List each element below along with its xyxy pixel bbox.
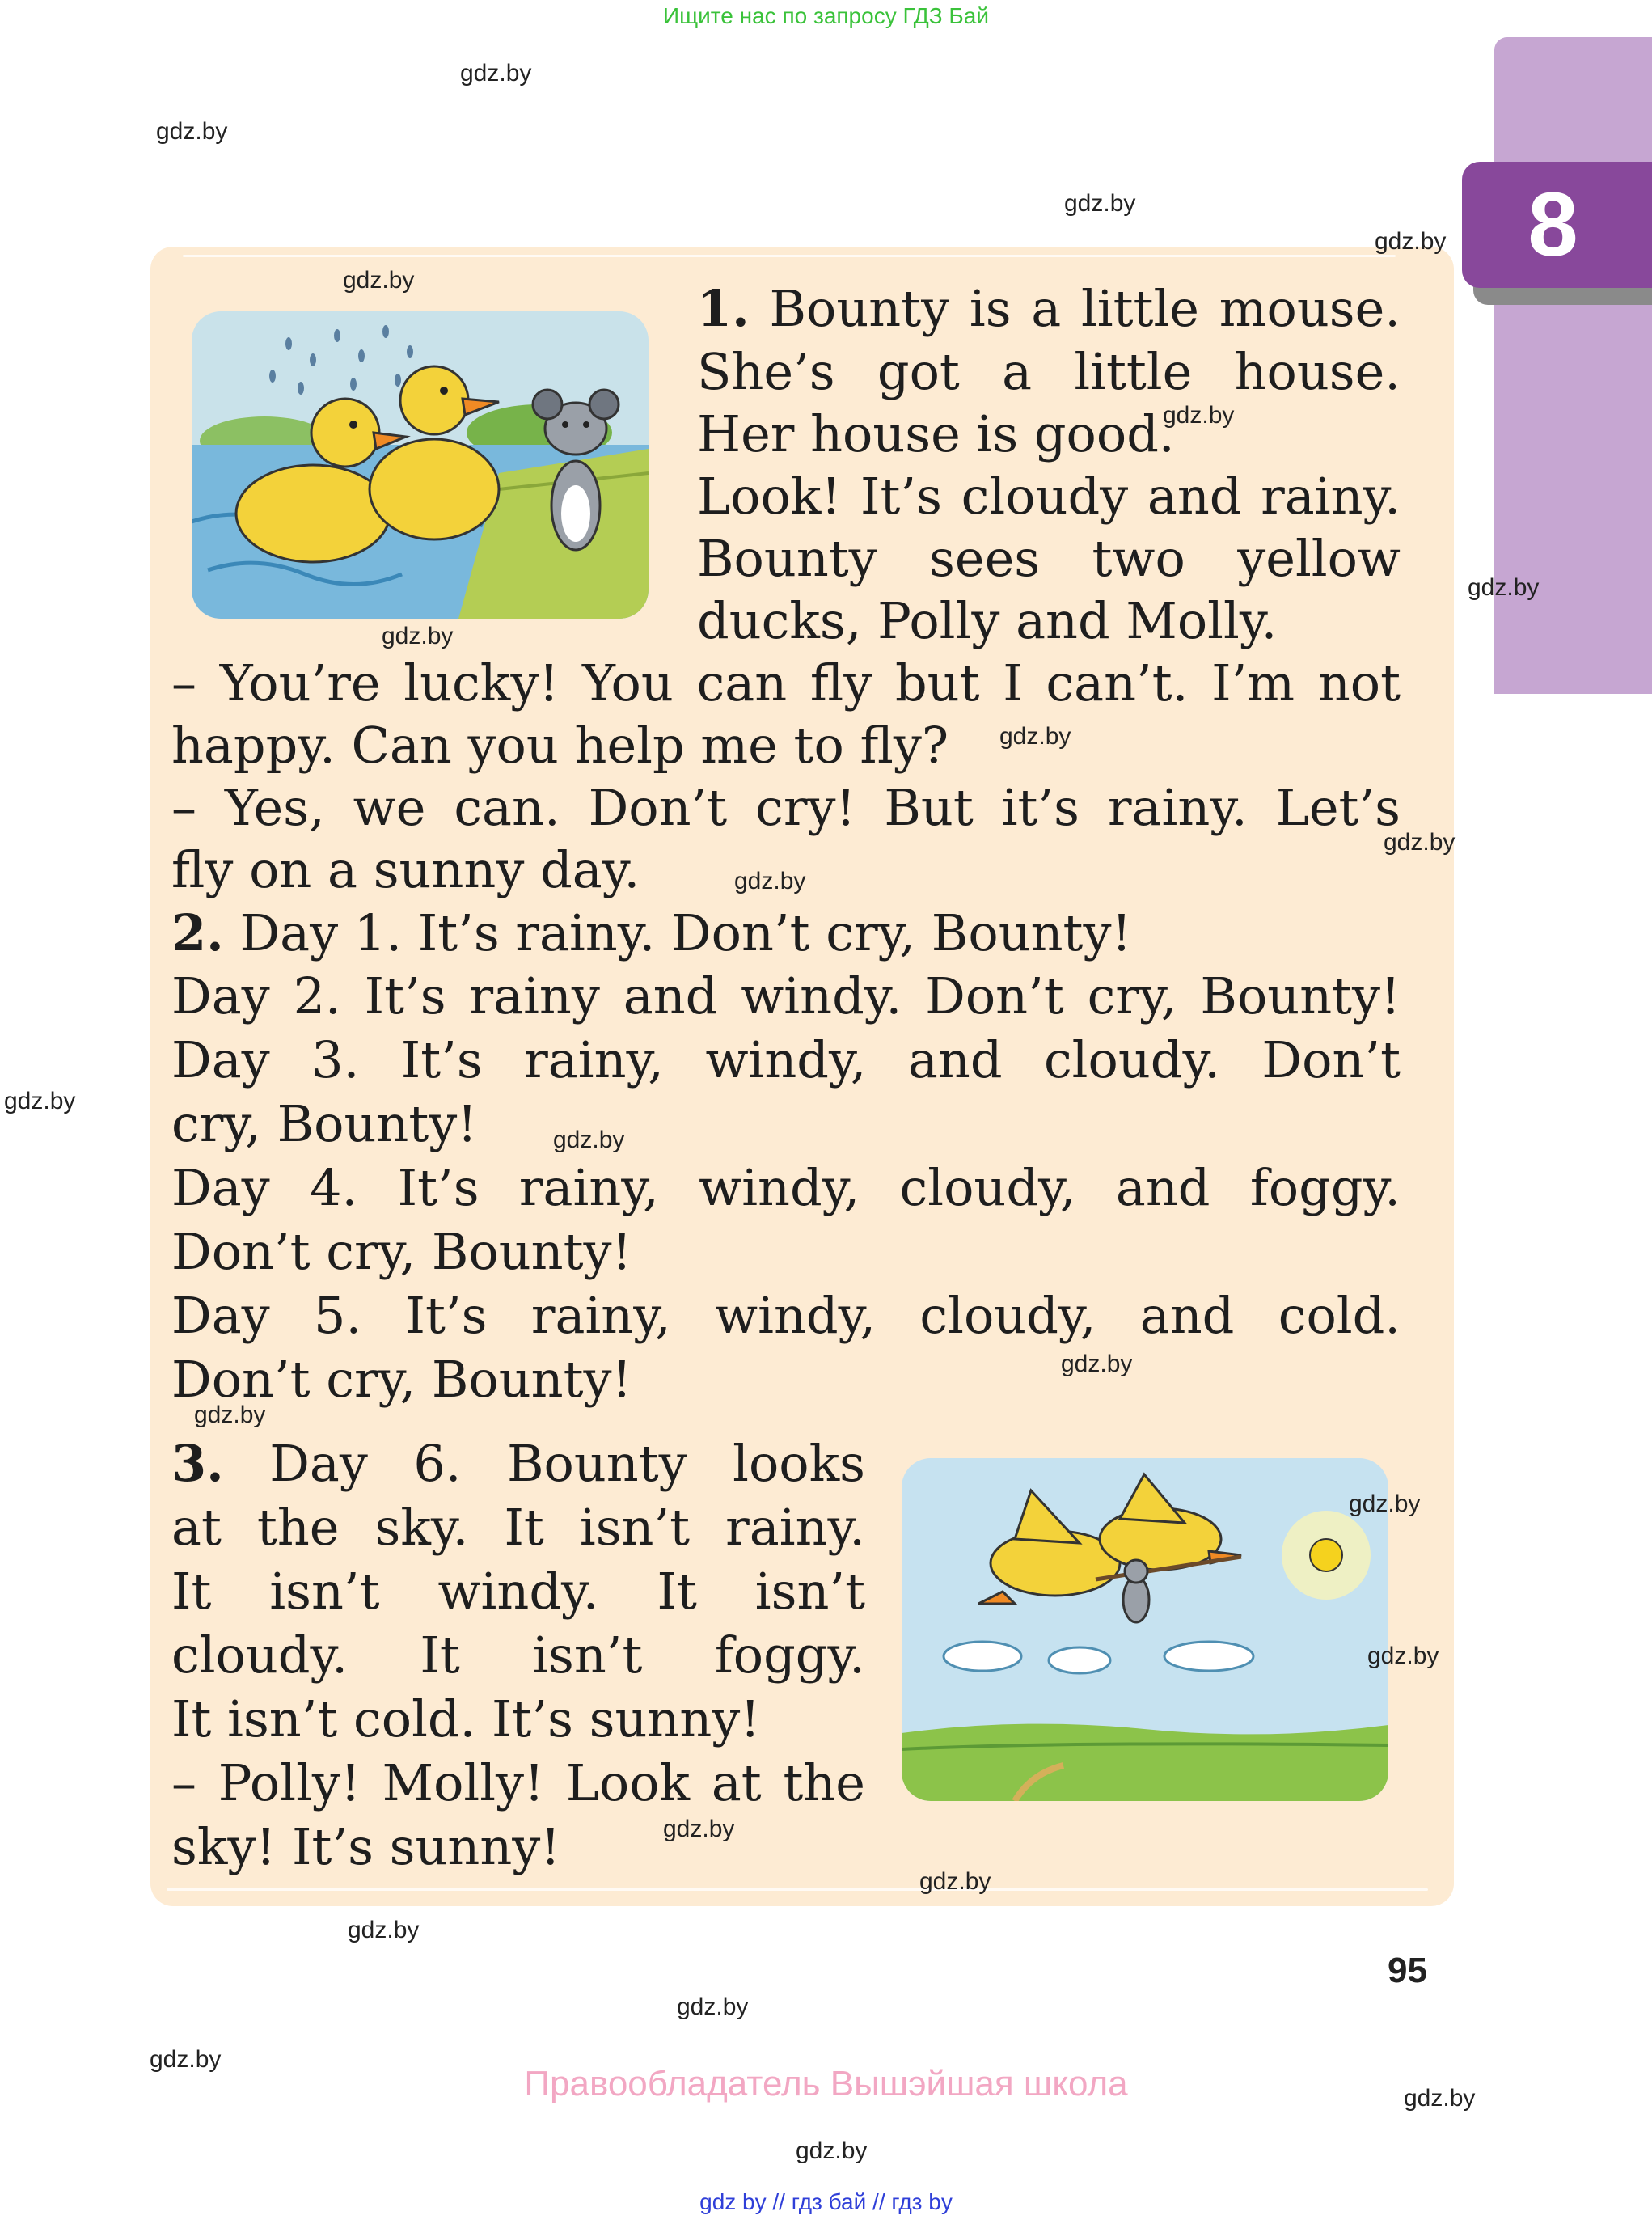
story-line: Day 3. It’s rainy, windy, and cloudy. Don’t <box>171 1030 1401 1089</box>
ducks-flying-illustration <box>902 1458 1388 1801</box>
watermark: gdz.by <box>1468 574 1540 601</box>
story-line: happy. Can you help me to fly? <box>171 716 949 775</box>
story-line: Day 2. It’s rainy and windy. Don’t cry, Bounty! <box>171 966 1401 1025</box>
watermark: gdz.by <box>1384 829 1456 856</box>
copyright-notice: Правообладатель Вышэйшая школа <box>524 2064 1128 2103</box>
story-line: Don’t cry, Bounty! <box>171 1350 632 1409</box>
watermark: gdz.by <box>460 60 532 87</box>
story-line: She’s got a little house. <box>697 342 1401 401</box>
watermark: gdz.by <box>999 723 1071 750</box>
unit-number: 8 <box>1462 162 1652 288</box>
story-line: Her house is good. <box>697 404 1175 463</box>
story-line: ducks, Polly and Molly. <box>697 591 1278 650</box>
story-line: cry, Bounty! <box>171 1094 478 1153</box>
watermark: gdz.by <box>150 2046 222 2073</box>
story-line: Don’t cry, Bounty! <box>171 1222 632 1281</box>
watermark: gdz.by <box>1367 1643 1439 1669</box>
story-line: – Polly! Molly! Look at the <box>171 1753 865 1812</box>
story-line <box>697 279 1401 338</box>
section-number: 1. <box>697 279 750 338</box>
story-line-text: Day 6. Bounty looks <box>269 1434 865 1493</box>
watermark: gdz.by <box>553 1127 625 1153</box>
watermark: gdz.by <box>663 1816 735 1842</box>
section-number: 2. <box>171 903 224 962</box>
panel-decor-line <box>183 255 1396 257</box>
footer-links[interactable]: gdz by // гдз бай // гдз by <box>699 2189 953 2214</box>
story-line-text: Day 1. It’s rainy. Don’t cry, Bounty! <box>239 903 1132 962</box>
watermark: gdz.by <box>382 623 454 649</box>
story-line: – Yes, we can. Don’t cry! But it’s rainy. Let’s <box>171 778 1401 837</box>
watermark: gdz.by <box>343 267 415 294</box>
story-line: Bounty sees two yellow <box>697 529 1401 588</box>
watermark: gdz.by <box>1061 1351 1133 1377</box>
watermark: gdz.by <box>348 1917 420 1943</box>
watermark: gdz.by <box>1163 402 1235 429</box>
story-line: It isn’t windy. It isn’t <box>171 1562 865 1621</box>
story-line: fly on a sunny day. <box>171 840 640 899</box>
panel-decor-line <box>167 1888 1428 1891</box>
ducks-rain-illustration <box>192 311 649 619</box>
header-search-link[interactable]: Ищите нас по запросу ГДЗ Бай <box>662 3 990 28</box>
story-line: – You’re lucky! You can fly but I can’t. I’m not <box>171 653 1401 712</box>
story-line <box>171 903 1131 962</box>
watermark: gdz.by <box>1375 228 1447 255</box>
section-number: 3. <box>171 1434 224 1493</box>
watermark: gdz.by <box>734 868 806 894</box>
watermark: gdz.by <box>1349 1490 1421 1517</box>
story-line-text: Bounty is a little mouse. <box>769 279 1401 338</box>
watermark: gdz.by <box>4 1088 76 1114</box>
story-line <box>171 1434 865 1493</box>
watermark: gdz.by <box>919 1868 991 1895</box>
story-line: It isn’t cold. It’s sunny! <box>171 1689 761 1748</box>
page-number: 95 <box>1388 1951 1427 1990</box>
story-line: cloudy. It isn’t foggy. <box>171 1626 865 1685</box>
watermark: gdz.by <box>677 1994 749 2020</box>
watermark: gdz.by <box>194 1402 266 1428</box>
story-line: sky! It’s sunny! <box>171 1817 561 1876</box>
story-line: Day 5. It’s rainy, windy, cloudy, and cold. <box>171 1286 1401 1345</box>
story-line: at the sky. It isn’t rainy. <box>171 1498 865 1557</box>
story-line: Day 4. It’s rainy, windy, cloudy, and foggy. <box>171 1158 1401 1217</box>
watermark: gdz.by <box>1064 190 1136 217</box>
watermark: gdz.by <box>156 118 228 145</box>
watermark: gdz.by <box>796 2137 868 2164</box>
story-line: Look! It’s cloudy and rainy. <box>697 467 1401 526</box>
watermark: gdz.by <box>1404 2085 1476 2112</box>
